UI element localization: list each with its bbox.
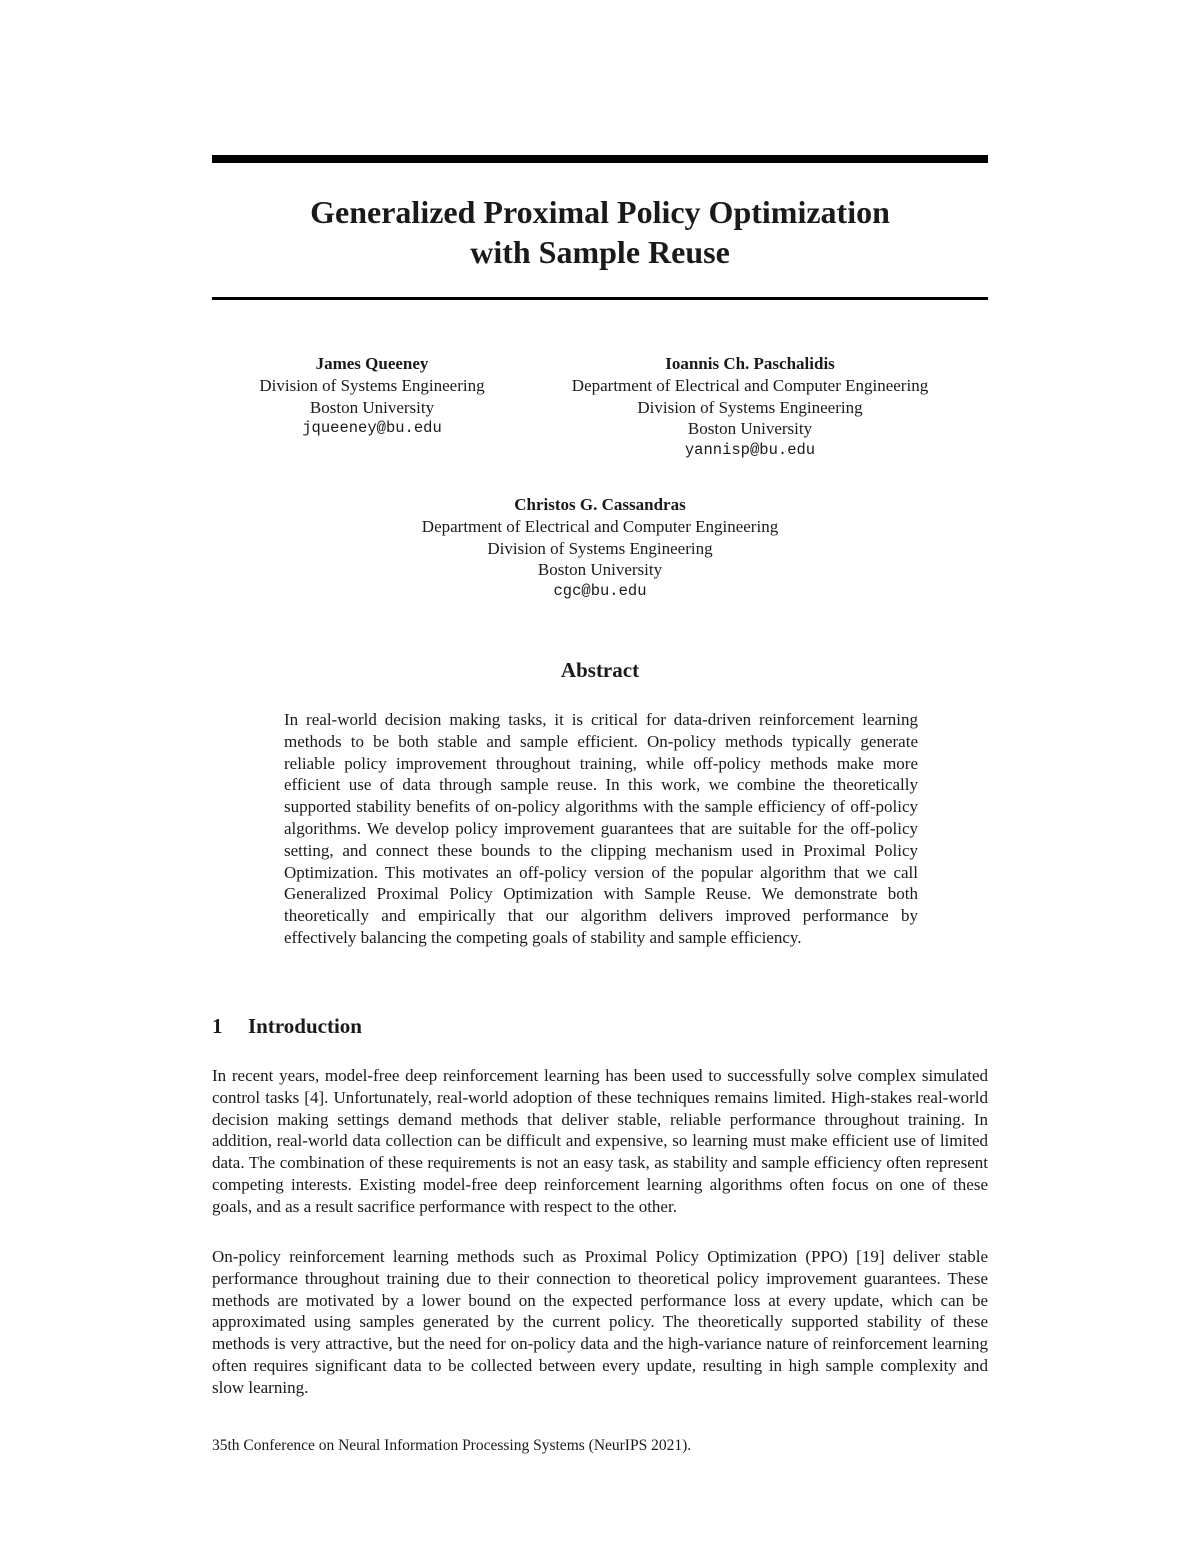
title-bottom-rule	[212, 297, 988, 300]
section-number: 1	[212, 1014, 223, 1038]
author-name: James Queeney	[315, 354, 429, 373]
author-affiliation: Boston University	[309, 397, 435, 417]
author-affiliation: Boston University	[687, 419, 813, 439]
author-email[interactable]: yannisp@bu.edu	[684, 441, 816, 460]
abstract-heading: Abstract	[560, 658, 640, 682]
section-heading	[212, 1013, 362, 1039]
author-affiliation: Division of Systems Engineering	[637, 397, 863, 417]
author-block-2	[530, 353, 970, 462]
author-email[interactable]: jqueeney@bu.edu	[302, 419, 442, 438]
author-name: Ioannis Ch. Paschalidis	[665, 354, 835, 373]
author-block-3	[380, 494, 820, 603]
author-affiliation: Division of Systems Engineering	[487, 538, 713, 558]
abstract-text: In real-world decision making tasks, it is critical for data-driven reinforcement learning methods to be both stable and sample efficient. On-policy methods typically generate reliable policy improvement throughout training, while off-policy methods make more efficient use of data through sample reuse. In this work, we combine the theoretically supported stability benefits of on-policy algorithms with the sample efficiency of off-policy algorithms. We develop policy improvement guarantees that are suitable for the off-policy setting, and connect these bounds to the clipping mechanism used in Proximal Policy Optimization. This motivates an off-policy version of the popular algorithm that we call Generalized Proximal Policy Optimization with Sample Reuse. We demonstrate both theoretically and empirically that our algorithm delivers improved performance by effectively balancing the competing goals of stability and sample efficiency.	[284, 710, 918, 947]
title-line-2: with Sample Reuse	[470, 234, 730, 270]
author-name: Christos G. Cassandras	[514, 495, 686, 514]
title-line-1: Generalized Proximal Policy Optimization	[310, 194, 890, 230]
title-top-rule	[212, 155, 988, 163]
author-affiliation: Division of Systems Engineering	[259, 375, 485, 395]
author-affiliation: Department of Electrical and Computer Engineering	[421, 516, 779, 536]
conference-footnote: 35th Conference on Neural Information Processing Systems (NeurIPS 2021).	[212, 1437, 692, 1454]
body-paragraph: In recent years, model-free deep reinforcement learning has been used to successfully solve complex simulated control tasks [4]. Unfortunately, real-world adoption of these techniques remains limited. High-stakes real-world decision making settings demand methods that deliver stable, reliable performance throughout training. In addition, real-world data collection can be difficult and expensive, so learning must make efficient use of limited data. The combination of these requirements is not an easy task, as stability and sample efficiency often represent competing interests. Existing model-free deep reinforcement learning algorithms often focus on one of these goals, and as a result sacrifice performance with respect to the other.	[212, 1066, 988, 1216]
author-affiliation: Department of Electrical and Computer Engineering	[571, 375, 929, 395]
section-title: Introduction	[248, 1014, 362, 1038]
body-paragraph: On-policy reinforcement learning methods such as Proximal Policy Optimization (PPO) [19] deliver stable performance throughout training due to their connection to theoretical policy improvement guarantees. These methods are motivated by a lower bound on the expected performance loss at every update, which can be approximated using samples generated by the current policy. The theoretically supported stability of these methods is very attractive, but the need for on-policy data and the high-variance nature of reinforcement learning often requires significant data to be collected between every update, resulting in high sample complexity and slow learning.	[212, 1247, 988, 1397]
paper-title	[212, 192, 988, 272]
author-block-1	[232, 353, 512, 440]
author-affiliation: Boston University	[537, 560, 663, 580]
author-email[interactable]: cgc@bu.edu	[553, 582, 647, 601]
